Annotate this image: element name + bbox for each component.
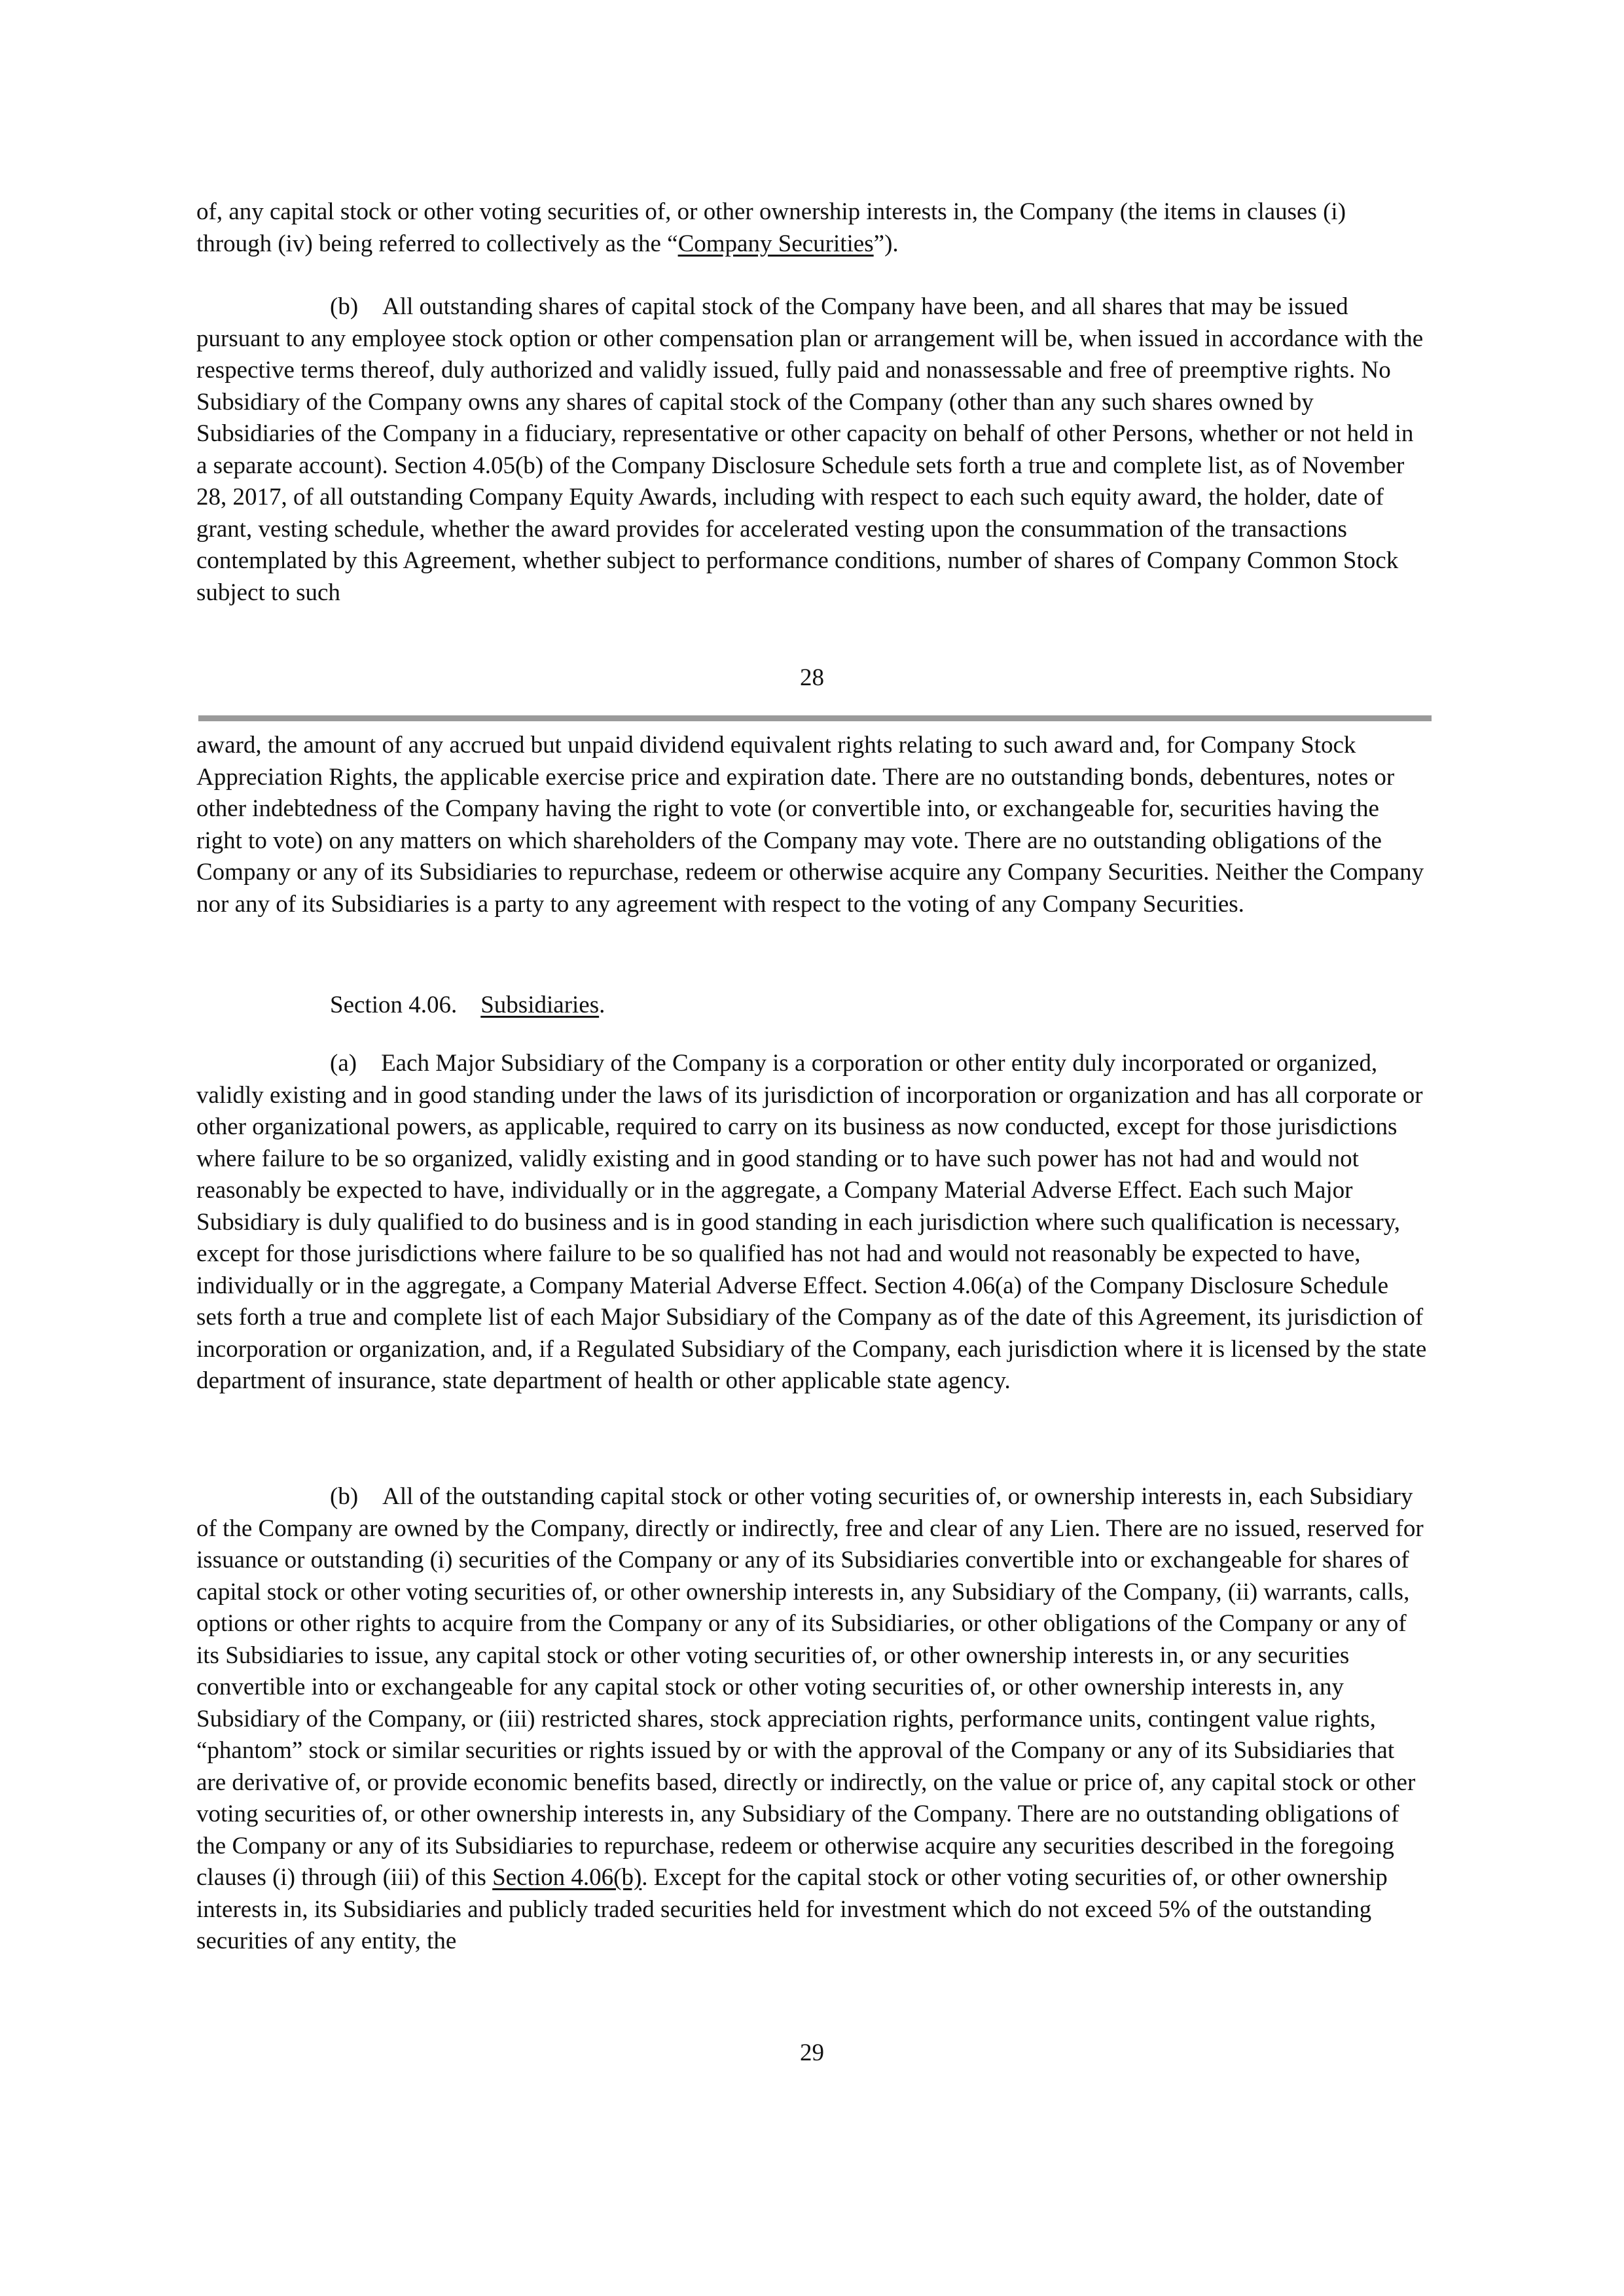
carryover-text-after: ”). <box>873 230 899 257</box>
carryover-paragraph-p29: award, the amount of any accrued but unpaid dividend equivalent rights relating to such award and, for Company Stock Appreciation Rights, the applicable exercise price and expiration date. There are no outstanding bonds, debentures, notes or other indebtedness of the Company having the right to vote (or convertible into, or exchangeable for, securities having the right to vote) on any matters on which shareholders of the Company may vote. There are no outstanding obligations of the Company or any of its Subsidiaries to repurchase, redeem or otherwise acquire any Company Securities. Neither the Company nor any of its Subsidiaries is a party to any agreement with respect to the voting of any Company Securities. <box>196 732 1424 918</box>
defined-term-company-securities: Company Securities <box>677 230 874 257</box>
page-number-29: 29 <box>800 2039 824 2066</box>
section-heading-4-06 <box>330 990 605 1022</box>
carryover-paragraph-p28 <box>196 196 1427 260</box>
paragraph-4-06-b-continuation: . Except for the capital stock or other voting securities of, or other ownership interests in, its Subsidiaries and publicly traded securities held for investment which do not exceed 5% of the outstanding securities of any entity, the <box>196 1864 1388 1954</box>
carryover-text-before: of, any capital stock or other voting securities of, or other ownership interests in, the Company (the items in clauses (i) through (iv) being referred to collectively as the “ <box>196 198 1346 257</box>
paragraph-4-06-a: (a) Each Major Subsidiary of the Company is a corporation or other entity duly incorporated or organized, validly existing and in good standing under the laws of its jurisdiction of incorporation or organization and has all corporate or other organizational powers, as applicable, required to carry on its business as now conducted, except for those jurisdictions where failure to be so organized, validly existing and in good standing or to have such power has not had and would not reasonably be expected to have, individually or in the aggregate, a Company Material Adverse Effect. Each such Major Subsidiary is duly qualified to do business and is in good standing in each jurisdiction where such qualification is necessary, except for those jurisdictions where failure to be so qualified has not had and would not reasonably be expected to have, individually or in the aggregate, a Company Material Adverse Effect. Section 4.06(a) of the Company Disclosure Schedule sets forth a true and complete list of each Major Subsidiary of the Company as of the date of this Agreement, its jurisdiction of incorporation or organization, and, if a Regulated Subsidiary of the Company, each jurisdiction where it is licensed by the state department of insurance, state department of health or other applicable state agency. <box>196 1050 1427 1394</box>
section-number: Section 4.06. <box>330 992 458 1018</box>
paragraph-4-05-b: (b) All outstanding shares of capital stock of the Company have been, and all shares that may be issued pursuant to any employee stock option or other compensation plan or arrangement will be, when issued in accordance with the respective terms thereof, duly authorized and validly issued, fully paid and nonassessable and free of preemptive rights. No Subsidiary of the Company owns any shares of capital stock of the Company (other than any such shares owned by Subsidiaries of the Company in a fiduciary, representative or other capacity on behalf of other Persons, whether or not held in a separate account). Section 4.05(b) of the Company Disclosure Schedule sets forth a true and complete list, as of November 28, 2017, of all outstanding Company Equity Awards, including with respect to each such equity award, the holder, date of grant, vesting schedule, whether the award provides for accelerated vesting upon the consummation of the transactions contemplated by this Agreement, whether subject to performance conditions, number of shares of Company Common Stock subject to such <box>196 293 1424 606</box>
section-title: Subsidiaries <box>480 992 600 1018</box>
section-title-suffix: . <box>599 992 605 1018</box>
paragraph-4-06-b-text: (b) All of the outstanding capital stock or other voting securities of, or ownership interests in, each Subsidiary of the Company are owned by the Company, directly or indirectly, free and clear of any Lien. There are no issued, reserved for issuance or outstanding (i) securities of the Company or any of its Subsidiaries convertible into or exchangeable for shares of capital stock or other voting securities of, or other ownership interests in, any Subsidiary of the Company, (ii) warrants, calls, options or other rights to acquire from the Company or any of its Subsidiaries, or other obligations of the Company or any of its Subsidiaries to issue, any capital stock or other voting securities of, or other ownership interests in, or any securities convertible into or exchangeable for any capital stock or other voting securities of, or other ownership interests in, any Subsidiary of the Company, or (iii) restricted shares, stock appreciation rights, performance units, contingent value rights, “phantom” stock or similar securities or rights issued by or with the approval of the Company or any of its Subsidiaries that are derivative of, or provide economic benefits based, directly or indirectly, on the value or price of, any capital stock or other voting securities of, or other ownership interests in, any Subsidiary of the Company. There are no outstanding obligations of the Company or any of its Subsidiaries to repurchase, redeem or otherwise acquire any securities described in the foregoing clauses (i) through (iii) of this <box>196 1483 1424 1891</box>
page-break-divider <box>198 715 1432 721</box>
cross-reference-section-4-06-b: Section 4.06(b) <box>492 1864 642 1891</box>
page-number-28: 28 <box>800 664 824 691</box>
paragraph-4-06-b <box>196 1481 1427 1958</box>
